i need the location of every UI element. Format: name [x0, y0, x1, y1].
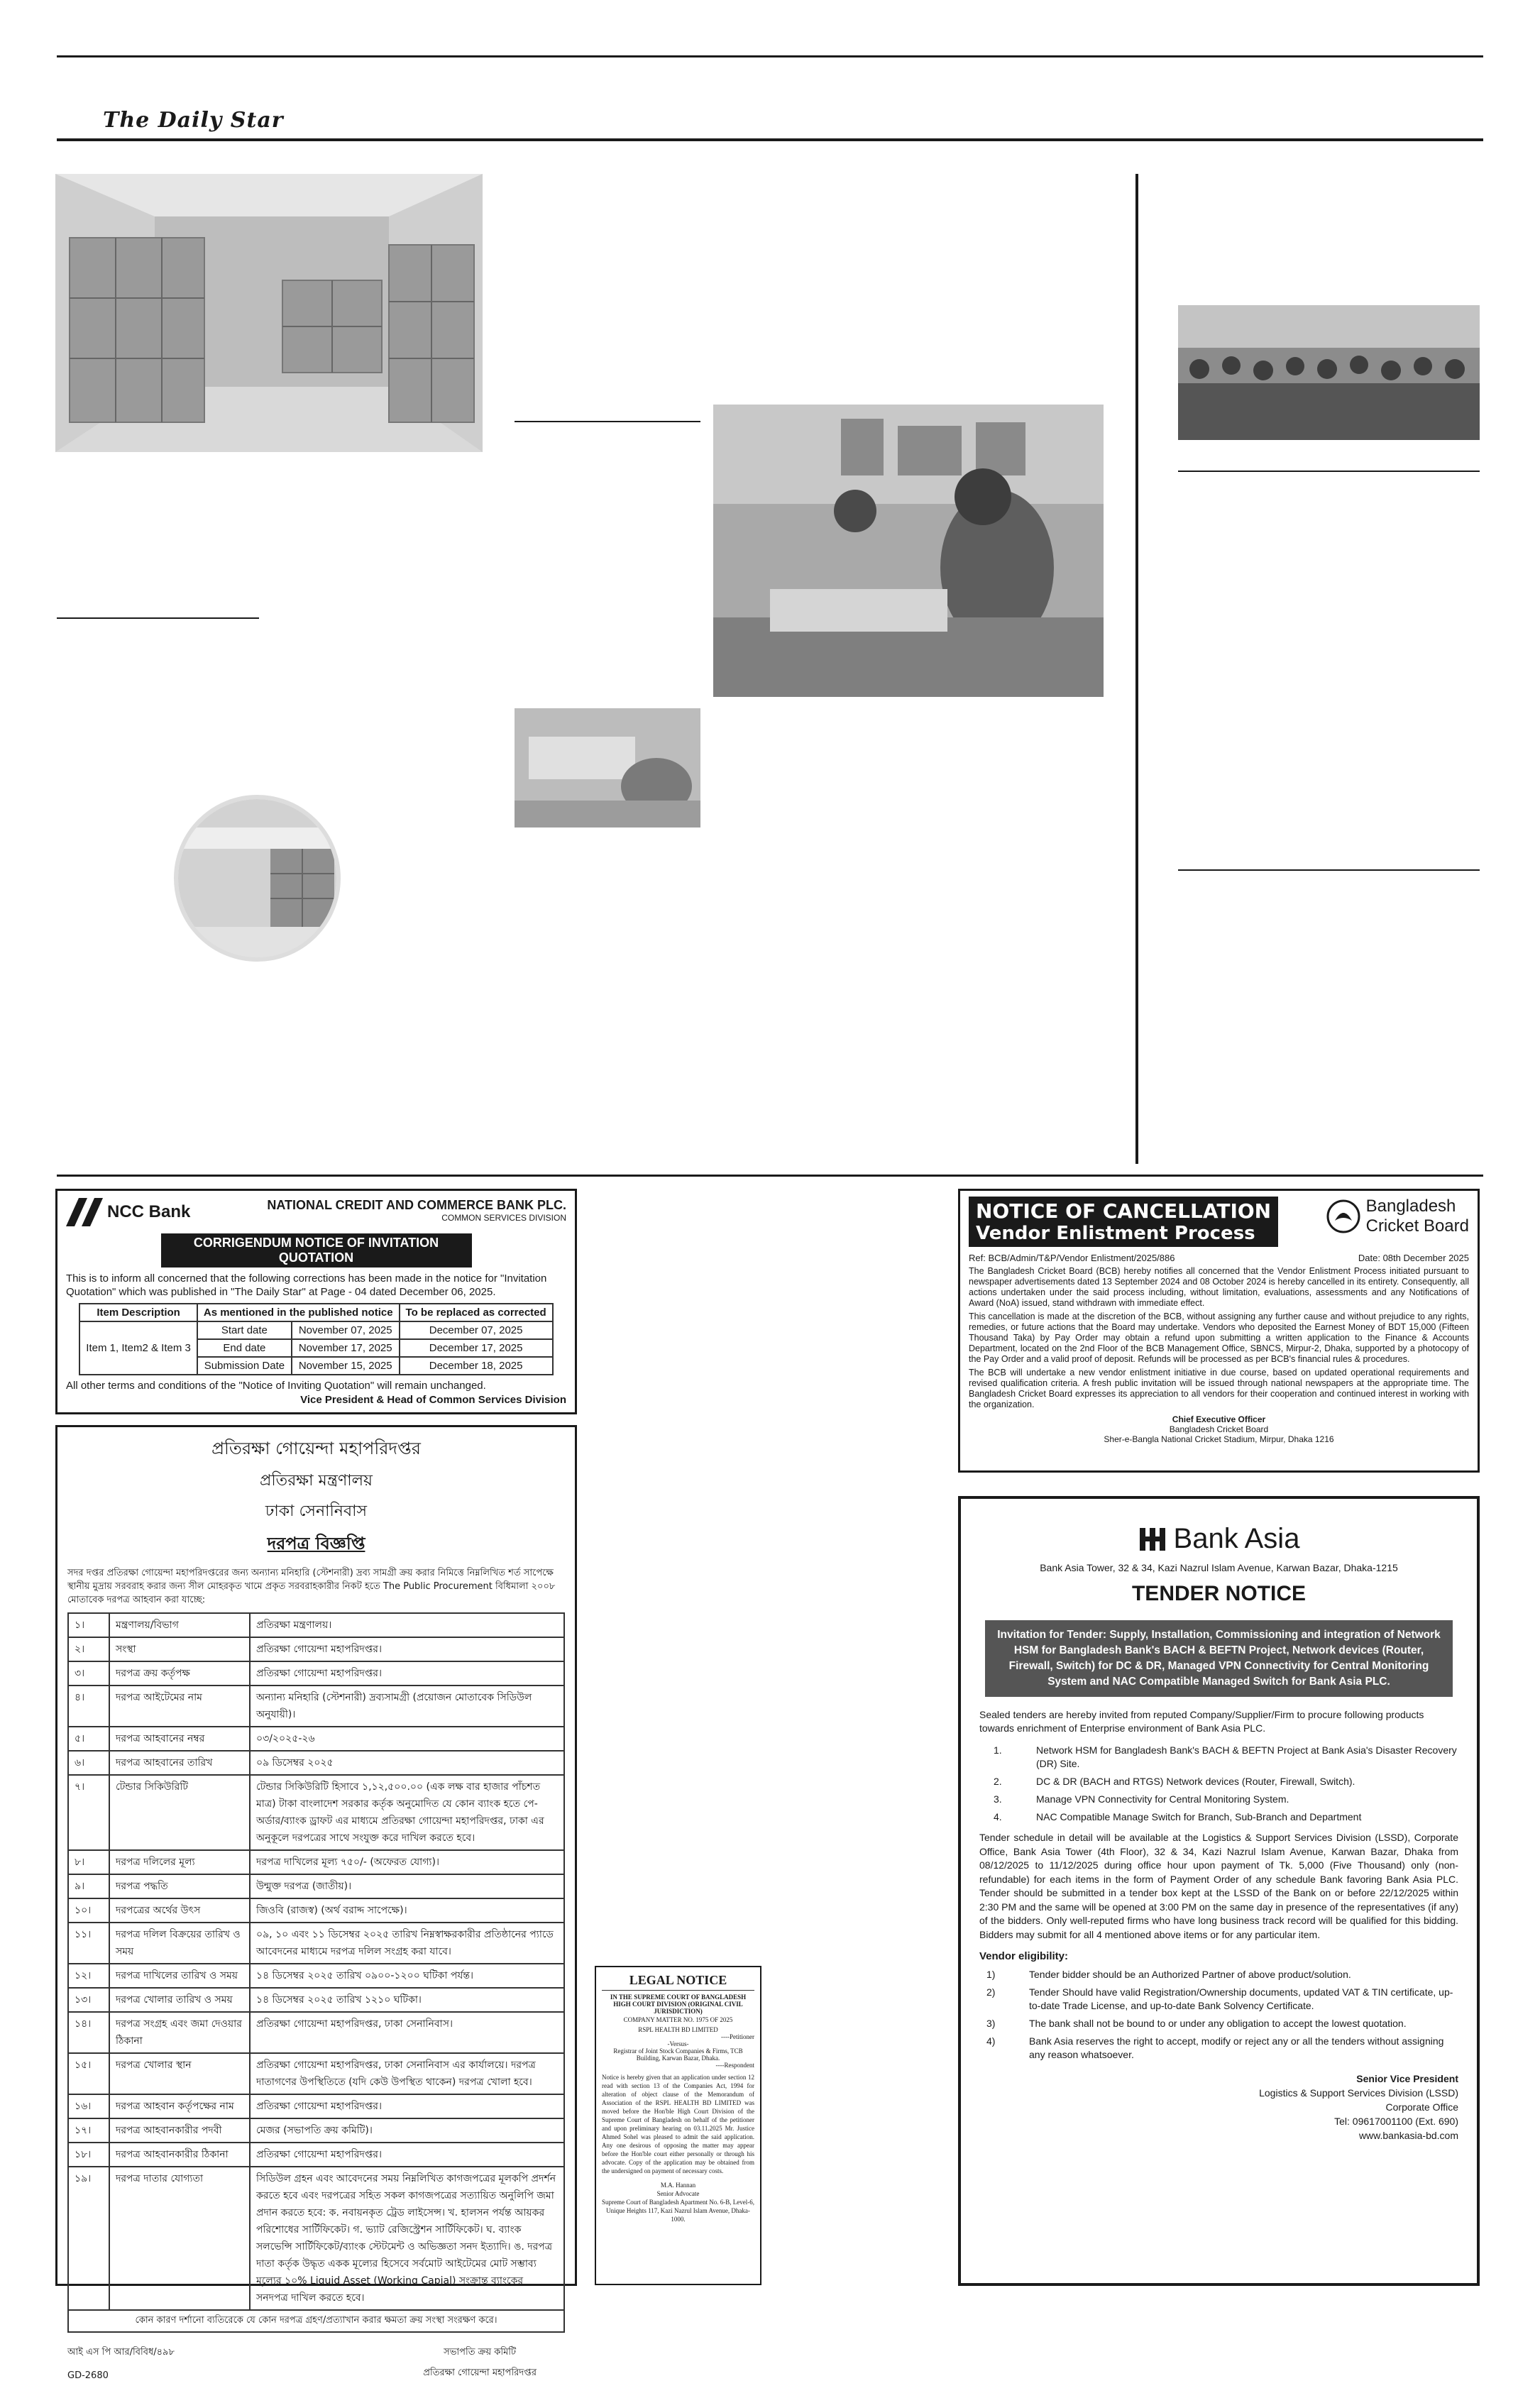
- table-cell: প্রতিরক্ষা গোয়েন্দা মহাপরিদপ্তর।: [250, 1661, 564, 1686]
- dgfi-gd: GD-2680: [67, 2370, 109, 2381]
- table-cell: December 17, 2025: [400, 1339, 553, 1357]
- dgfi-notice-title: দরপত্র বিজ্ঞপ্তি: [267, 1534, 365, 1554]
- table-cell: ৯।: [68, 1874, 109, 1898]
- table-cell: ১৩।: [68, 1988, 109, 2012]
- table-cell: ১১।: [68, 1923, 109, 1964]
- bank-asia-brand: Bank Asia: [1173, 1523, 1300, 1554]
- table-cell: প্রতিরক্ষা গোয়েন্দা মহাপরিদপ্তর।: [250, 1637, 564, 1661]
- legal-advocate-title: Senior Advocate: [656, 2190, 700, 2197]
- bank-asia-sign-2: Logistics & Support Services Division (LSSD): [1259, 2087, 1458, 2099]
- table-cell: দরপত্র দাখিলের তারিখ ও সময়: [109, 1964, 250, 1988]
- legal-petitioner: RSPL HEALTH BD LIMITED: [638, 2026, 718, 2033]
- photo-locker-circle: [174, 795, 341, 962]
- dgfi-intro: সদর দপ্তর প্রতিরক্ষা গোয়েন্দা মহাপরিদপ্তরের জন্য অন্যান্য মনিহারি (স্টেশনারী) দ্রব্য সামগ্রী ক্রয় করার নিমিত্তে নিম্নলিখিত শর্ত সাপেক্ষে স্থানীয় মুদ্রায় সরবরাহ করার জন্য সীল মোহরকৃত খামে প্রকৃত সরবরাহকারীর নিকট হতে The Public Procurement বিধিমালা ২০০৮ মোতাবেক দরপত্র আহবান করা যাচ্ছে:: [67, 1568, 556, 1605]
- table-row: [68, 1661, 564, 1686]
- legal-respondent: Registrar of Joint Stock Companies & Firms, TCB Building, Karwan Bazar, Dhaka.: [613, 2047, 743, 2062]
- table-cell: দরপত্রের অর্থের উৎস: [109, 1898, 250, 1923]
- list-item: 1) Tender bidder should be an Authorized Partner of above product/solution.: [986, 1969, 1351, 1980]
- table-row: [68, 1923, 564, 1964]
- top-rule: [57, 55, 1483, 57]
- table-cell: প্রতিরক্ষা গোয়েন্দা মহাপরিদপ্তর, ঢাকা সেনানিবাস।: [250, 2012, 564, 2053]
- bcb-title-1: NOTICE OF CANCELLATION: [976, 1199, 1272, 1223]
- ncc-bank-ad: [55, 1189, 577, 1414]
- table-cell: ৮।: [68, 1850, 109, 1874]
- table-cell: ১৪ ডিসেম্বর ২০২৫ তারিখ ০৯০০-১২০০ ঘটিকা পর্যন্ত।: [250, 1964, 564, 1988]
- table-row: [68, 1988, 564, 2012]
- legal-advocate-address: Supreme Court of Bangladesh Apartment No. 6-B, Level-6, Unique Heights 117, Kazi Nazrul Islam Avenue, Dhaka-1000.: [602, 2199, 754, 2223]
- bank-asia-web[interactable]: www.bankasia-bd.com: [1358, 2130, 1458, 2141]
- bank-asia-banner: Invitation for Tender: Supply, Installation, Commissioning and integration of Network HSM for Bangladesh Bank's BACH & BEFTN Project, Network devices (Router, Firewall, Switch) for DC & DR, Managed VPN Connectivity for Central Monitoring System and NAC Compatible Managed Switch for Bank Asia PLC.: [985, 1620, 1453, 1697]
- table-cell: প্রতিরক্ষা গোয়েন্দা মহাপরিদপ্তর, ঢাকা সেনানিবাস এর কার্যালয়ে। দরপত্র দাতাগণের উপস্থিতিতে (যদি কেউ উপস্থিত থাকেন) দরপত্র খোলা হবে।: [250, 2053, 564, 2094]
- table-cell: দরপত্র খোলার স্থান: [109, 2053, 250, 2094]
- table-row: [68, 2143, 564, 2167]
- table-cell: মেজর (সভাপতি ক্রয় কমিটি)।: [250, 2118, 564, 2143]
- table-cell: দরপত্র ক্রয় কর্তৃপক্ষ: [109, 1661, 250, 1686]
- bcb-paragraph-3: The BCB will undertake a new vendor enlistment initiative in due course, based on updated operational requirements and revised qualification criteria. A fresh public invitation will be issued through national newspapers at the appropriate time. The Bangladesh Cricket Board expresses its appreciation to all vendors for their cooperation and continued interest in working with the organization.: [969, 1368, 1469, 1409]
- legal-respondent-role: ----Respondent: [715, 2062, 754, 2069]
- ncc-table: [79, 1303, 553, 1375]
- list-item: 4) Bank Asia reserves the right to accept, modify or reject any or all the tenders without assigning any reason whatsoever.: [986, 2035, 1444, 2060]
- ncc-header: As mentioned in the published notice: [197, 1304, 400, 1321]
- table-cell: ১৫।: [68, 2053, 109, 2094]
- table-cell: সিডিউল গ্রহন এবং আবেদনের সময় নিম্নলিখিত কাগজপত্রের মূলকপি প্রদর্শন করতে হবে এবং দরপত্রের সহিত সকল কাগজপত্রের সত্যায়িত অনুলিপি জমা প্রদান করতে হবে: ক. নবায়নকৃত ট্রেড লাইসেন্স। খ. হালসন পর্যন্ত আয়কর পরিশোধের সার্টিফিকেট। গ. ভ্যাট রেজিস্ট্রেশন সার্টিফিকেট। ঘ. ব্যাংক সলভেন্সি সার্টিফিকেট/ব্যাংক স্টেটমেন্ট ও অভিজ্ঞতা সনদ ইত্যাদি। ঙ. দরপত্র দাতা কর্তৃক উদ্ধৃত একক মূল্যের হিসেবে সর্বমোট আইটেমের মোট সম্ভাব্য মূল্যের ১০% Liquid Asset (Working Capial) সংক্রান্ত ব্যাংকের সনদপত্র দাখিল করতে হবে।: [250, 2167, 564, 2310]
- table-cell: দরপত্র খোলার তারিখ ও সময়: [109, 1988, 250, 2012]
- table-cell: Submission Date: [197, 1357, 292, 1375]
- bank-asia-logo-icon: [1138, 1525, 1167, 1554]
- table-cell: দরপত্র আহবানকারীর পদবী: [109, 2118, 250, 2143]
- table-cell: উন্মুক্ত দরপত্র (জাতীয়)।: [250, 1874, 564, 1898]
- bcb-tiger-logo-icon: [1326, 1199, 1360, 1233]
- right-col-rule-1: [1178, 471, 1480, 472]
- table-row: [68, 2012, 564, 2053]
- table-cell: November 07, 2025: [292, 1321, 400, 1339]
- bcb-sign-3: Sher-e-Bangla National Cricket Stadium, Mirpur, Dhaka 1216: [1104, 1434, 1334, 1444]
- table-cell: দরপত্র সংগ্রহ এবং জমা দেওয়ার ঠিকানা: [109, 2012, 250, 2053]
- legal-court: IN THE SUPREME COURT OF BANGLADESH HIGH COURT DIVISION (ORIGINAL CIVIL JURISDICTION): [610, 1994, 747, 2015]
- legal-matter: COMPANY MATTER NO. 1975 OF 2025: [623, 2016, 733, 2023]
- ncc-footer: All other terms and conditions of the "Notice of Inviting Quotation" will remain unchanged.: [66, 1380, 486, 1392]
- table-cell: দরপত্র আহবান কর্তৃপক্ষের নাম: [109, 2094, 250, 2118]
- table-cell: দরপত্র আহবানের নম্বর: [109, 1727, 250, 1751]
- table-cell: ১৯।: [68, 2167, 109, 2310]
- table-row: [68, 1964, 564, 1988]
- table-row: [68, 1686, 564, 1727]
- bank-asia-tender-ad: [958, 1496, 1480, 2286]
- bcb-cancellation-ad: [958, 1189, 1480, 1473]
- bcb-paragraph-1: The Bangladesh Cricket Board (BCB) hereby notifies all concerned that the Vendor Enlistment Process initiated pursuant to newspaper advertisements dated 13 September 2024 and 08 October 2024 is hereby cancelled in its entirety. Consequently, all actions undertaken under the said process including, without limitation, evaluations, assessments and any Notifications of Award (NoA) issued, stand withdrawn with immediate effect.: [969, 1266, 1469, 1308]
- table-cell: November 15, 2025: [292, 1357, 400, 1375]
- table-cell: November 17, 2025: [292, 1339, 400, 1357]
- table-cell: মন্ত্রণালয়/বিভাগ: [109, 1613, 250, 1637]
- bcb-org-2: Cricket Board: [1365, 1216, 1469, 1236]
- table-cell: Start date: [197, 1321, 292, 1339]
- bcb-date: Date: 08th December 2025: [1358, 1253, 1469, 1263]
- ncc-logo: [66, 1198, 190, 1226]
- table-cell: ১২।: [68, 1964, 109, 1988]
- table-cell: টেন্ডার সিকিউরিটি হিসাবে ১,১২,৫০০.০০ (এক লক্ষ বার হাজার পাঁচশত মাত্র) টাকা বাংলাদেশ সরকার কর্তৃক অনুমোদিত যে কোন ব্যাংক হতে পে-অর্ডার/ব্যাংক ড্রাফট এর মাধ্যমে প্রতিরক্ষা গোয়েন্দা মহাপরিদপ্তর, ঢাকা এর অনুকূলে দরপত্রের সাথে সংযুক্ত করে দাখিল করতে হবে।: [250, 1775, 564, 1850]
- table-cell: End date: [197, 1339, 292, 1357]
- photo-lab-work: [713, 405, 1104, 697]
- bank-asia-eligibility-title: Vendor eligibility:: [979, 1950, 1069, 1962]
- bank-asia-tel: Tel: 09617001100 (Ext. 690): [1334, 2116, 1458, 2127]
- list-item: 3. Manage VPN Connectivity for Central Monitoring System.: [994, 1793, 1289, 1805]
- dgfi-table: [67, 1612, 565, 2311]
- right-col-rule-2: [1178, 869, 1480, 871]
- table-cell: ১৪।: [68, 2012, 109, 2053]
- ncc-item-label: Item 1, Item2 & Item 3: [79, 1321, 197, 1375]
- table-cell: ১৭।: [68, 2118, 109, 2143]
- bank-asia-items: [994, 1744, 1458, 1824]
- table-cell: দরপত্র আহবানের তারিখ: [109, 1751, 250, 1775]
- table-row: [68, 1874, 564, 1898]
- dgfi-ref: আই এস পি আর/বিবিধ/৪৯৮: [67, 2347, 175, 2358]
- ncc-bank-name: NCC Bank: [107, 1202, 191, 1221]
- list-item: 1. Network HSM for Bangladesh Bank's BACH & BEFTN Project at Bank Asia's Disaster Recovery (DR) Site.: [994, 1744, 1457, 1769]
- list-item: 2) Tender Should have valid Registration/Ownership documents, updated VAT & TIN certificate, up-to-date Trade License, and up-to-date Bank Solvency Certificate.: [986, 1986, 1453, 2011]
- dgfi-tender-ad: [55, 1425, 577, 2381]
- photo-locker-room: [55, 174, 483, 452]
- table-cell: দরপত্র পদ্ধতি: [109, 1874, 250, 1898]
- list-item: 2. DC & DR (BACH and RTGS) Network devices (Router, Firewall, Switch).: [994, 1776, 1355, 1787]
- list-item: 3) The bank shall not be bound to or under any obligation to accept the lowest quotation.: [986, 2018, 1407, 2029]
- dgfi-sign-2: প্রতিরক্ষা গোয়েন্দা মহাপরিদপ্তর: [423, 2368, 537, 2378]
- legal-title: LEGAL NOTICE: [602, 1973, 754, 1991]
- table-cell: ০৩/২০২৫-২৬: [250, 1727, 564, 1751]
- table-cell: ৫।: [68, 1727, 109, 1751]
- table-cell: ৭।: [68, 1775, 109, 1850]
- bank-asia-intro: Sealed tenders are hereby invited from reputed Company/Supplier/Firm to procure following products towards enrichment of Enterprise environment of Bank Asia PLC.: [979, 1709, 1424, 1734]
- bcb-paragraph-2: This cancellation is made at the discretion of the BCB, without assigning any further cause and without prejudice to any rights, remedies, or future actions that the Board may undertake. Vendors who deposited the Earnest Money of BDT 15,000 (Fifteen Thousand Taka) by Pay Order may obtain a refund upon submitting a written application to the Finance & Accounts Department, located on the 2nd Floor of the BCB Management Office, SBNCS, Mirpur-2, Dhaka, supported by a photocopy of the Pay Order and a valid proof of deposit. Refunds will be processed as per BCB's financial rules & procedures.: [969, 1312, 1469, 1364]
- table-cell: প্রতিরক্ষা গোয়েন্দা মহাপরিদপ্তর।: [250, 2094, 564, 2118]
- masthead: The Daily Star: [103, 108, 284, 133]
- ncc-signatory: Vice President & Head of Common Services Division: [300, 1394, 566, 1406]
- ncc-intro: This is to inform all concerned that the following corrections has been made in the notice for "Invitation Quotation" which was published in "The Daily Star" at Page - 04 dated December 06, 2025.: [66, 1272, 547, 1298]
- list-item: 4. NAC Compatible Manage Switch for Branch, Sub-Branch and Department: [994, 1811, 1362, 1822]
- table-cell: ১০।: [68, 1898, 109, 1923]
- photo-crowd: [1178, 305, 1480, 440]
- legal-petitioner-role: ----Petitioner: [721, 2033, 754, 2040]
- table-cell: জিওবি (রাজস্ব) (অর্থ বরাদ্দ সাপেক্ষে)।: [250, 1898, 564, 1923]
- ncc-header: To be replaced as corrected: [400, 1304, 553, 1321]
- table-cell: December 18, 2025: [400, 1357, 553, 1375]
- table-cell: ১৪ ডিসেম্বর ২০২৫ তারিখ ১২১০ ঘটিকা।: [250, 1988, 564, 2012]
- dgfi-title-1: প্রতিরক্ষা গোয়েন্দা মহাপরিদপ্তর: [211, 1439, 421, 1458]
- table-cell: দরপত্র আহবানকারীর ঠিকানা: [109, 2143, 250, 2167]
- bcb-sign-1: Chief Executive Officer: [1172, 1414, 1266, 1424]
- table-row: [68, 2094, 564, 2118]
- column-rule-vertical: [1135, 174, 1138, 1164]
- table-cell: ২।: [68, 1637, 109, 1661]
- table-cell: ৪।: [68, 1686, 109, 1727]
- photo-lab-closeup: [515, 708, 700, 827]
- bcb-org-1: Bangladesh: [1365, 1197, 1456, 1216]
- ncc-header: Item Description: [79, 1304, 197, 1321]
- table-row: [68, 1898, 564, 1923]
- dgfi-title-3: ঢাকা সেনানিবাস: [265, 1502, 368, 1520]
- bank-asia-title: TENDER NOTICE: [1131, 1582, 1306, 1605]
- table-row: [68, 2118, 564, 2143]
- table-cell: দরপত্র দলিলের মূল্য: [109, 1850, 250, 1874]
- column-rule-mid: [515, 421, 700, 422]
- legal-body: Notice is hereby given that an application under section 12 read with section 13 of the Companies Act, 1994 for alteration of object clause of the Memorandum of Association of the RSPL HEALTH BD LIMITED was moved before the Hon'ble High Court Division of the Supreme Court of Bangladesh on behalf of the petitioner and upon preliminary hearing on 03.11.2025 Mr. Justice Ahmed Sohel was pleased to admit the said application. Any one desirous of opposing the matter may appear before the Hon'ble court either personally or through his advocate. Copy of the application may be obtained from the undersigned on payment of necessary costs.: [602, 2074, 754, 2174]
- legal-advocate: M.A. Hannan: [660, 2182, 696, 2189]
- bank-asia-sign-3: Corporate Office: [1385, 2101, 1458, 2113]
- table-row: [68, 1850, 564, 1874]
- legal-versus: -Versus-: [667, 2040, 689, 2047]
- dgfi-title-2: প্রতিরক্ষা মন্ত্রণালয়: [259, 1472, 373, 1490]
- table-row: [68, 1613, 564, 1637]
- bank-asia-sign-1: Senior Vice President: [1356, 2073, 1458, 2084]
- table-cell: December 07, 2025: [400, 1321, 553, 1339]
- ad-section-rule: [57, 1175, 1483, 1177]
- bank-asia-address: Bank Asia Tower, 32 & 34, Kazi Nazrul Islam Avenue, Karwan Bazar, Dhaka-1215: [1040, 1562, 1398, 1573]
- table-cell: দরপত্র দাখিলের মূল্য ৭৫০/- (অফেরত যোগ্য)।: [250, 1850, 564, 1874]
- bcb-title-2: Vendor Enlistment Process: [976, 1223, 1255, 1244]
- table-cell: দরপত্র আইটেমের নাম: [109, 1686, 250, 1727]
- bcb-sign-2: Bangladesh Cricket Board: [1169, 1424, 1269, 1434]
- dgfi-footer-note: কোন কারণ দর্শানো ব্যতিরেকে যে কোন দরপত্র গ্রহণ/প্রত্যাখান করার ক্ষমতা ক্রয় সংস্থা সংরক্ষণ করে।: [67, 2311, 565, 2333]
- table-cell: ০৯, ১০ এবং ১১ ডিসেম্বর ২০২৫ তারিখ নিম্নস্বাক্ষরকারীর প্রতিষ্ঠানের প্যাডে আবেদনের মাধ্যমে দরপত্র দলিল সংগ্রহ করা যাবে।: [250, 1923, 564, 1964]
- table-cell: ১।: [68, 1613, 109, 1637]
- caption-rule: [57, 617, 259, 619]
- table-cell: ১৬।: [68, 2094, 109, 2118]
- table-cell: ৩।: [68, 1661, 109, 1686]
- table-cell: অন্যান্য মনিহারি (স্টেশনারী) দ্রব্যসামগ্রী (প্রয়োজন মোতাবেক সিডিউল অনুযায়ী)।: [250, 1686, 564, 1727]
- ncc-division: COMMON SERVICES DIVISION: [441, 1213, 566, 1223]
- table-cell: টেন্ডার সিকিউরিটি: [109, 1775, 250, 1850]
- masthead-rule: [57, 138, 1483, 141]
- table-cell: ১৮।: [68, 2143, 109, 2167]
- bcb-ref: Ref: BCB/Admin/T&P/Vendor Enlistment/2025/886: [969, 1253, 1175, 1263]
- bank-asia-schedule: Tender schedule in detail will be available at the Logistics & Support Services Division (LSSD), Corporate Office, Bank Asia Tower (4th Floor), 32 & 34, Kazi Nazrul Islam Avenue, Karwan Bazar, Dhaka from 08/12/2025 to 11/12/2025 during office hour upon payment of Tk. 5,000 (Five Thousand) only (non-refundable) for each items in the form of Payment Order of any schedule Bank favoring Bank Asia PLC. Tender should be submitted in a tender box kept at the LSSD of the Bank on or before 22/12/2025 within 2:30 PM and the same will be opened at 3:00 PM on the same day in presence of the representatives (if any) of the bidders. Only well-reputed firms who have long business track record will be qualified for this bidding. Bidders may submit for all 4 mentioned above items or for any particular item.: [979, 1832, 1458, 1940]
- ncc-logo-icon: [66, 1198, 103, 1226]
- table-cell: দরপত্র দাতার যোগ্যতা: [109, 2167, 250, 2310]
- table-cell: ০৯ ডিসেম্বর ২০২৫: [250, 1751, 564, 1775]
- bank-asia-eligibility: [986, 1968, 1458, 2062]
- table-cell: ৬।: [68, 1751, 109, 1775]
- table-cell: প্রতিরক্ষা মন্ত্রণালয়।: [250, 1613, 564, 1637]
- legal-notice-ad: [595, 1966, 761, 2285]
- table-row: [68, 1775, 564, 1850]
- table-cell: প্রতিরক্ষা গোয়েন্দা মহাপরিদপ্তর।: [250, 2143, 564, 2167]
- table-row: [68, 1751, 564, 1775]
- table-row: [68, 2053, 564, 2094]
- table-row: [68, 1727, 564, 1751]
- table-cell: দরপত্র দলিল বিক্রয়ের তারিখ ও সময়: [109, 1923, 250, 1964]
- table-row: [68, 2167, 564, 2310]
- ncc-org: NATIONAL CREDIT AND COMMERCE BANK PLC.: [267, 1198, 566, 1212]
- table-row: [68, 1637, 564, 1661]
- dgfi-sign-1: সভাপতি ক্রয় কমিটি: [444, 2347, 517, 2358]
- ncc-banner: CORRIGENDUM NOTICE OF INVITATION QUOTATION: [161, 1233, 472, 1268]
- table-cell: সংস্থা: [109, 1637, 250, 1661]
